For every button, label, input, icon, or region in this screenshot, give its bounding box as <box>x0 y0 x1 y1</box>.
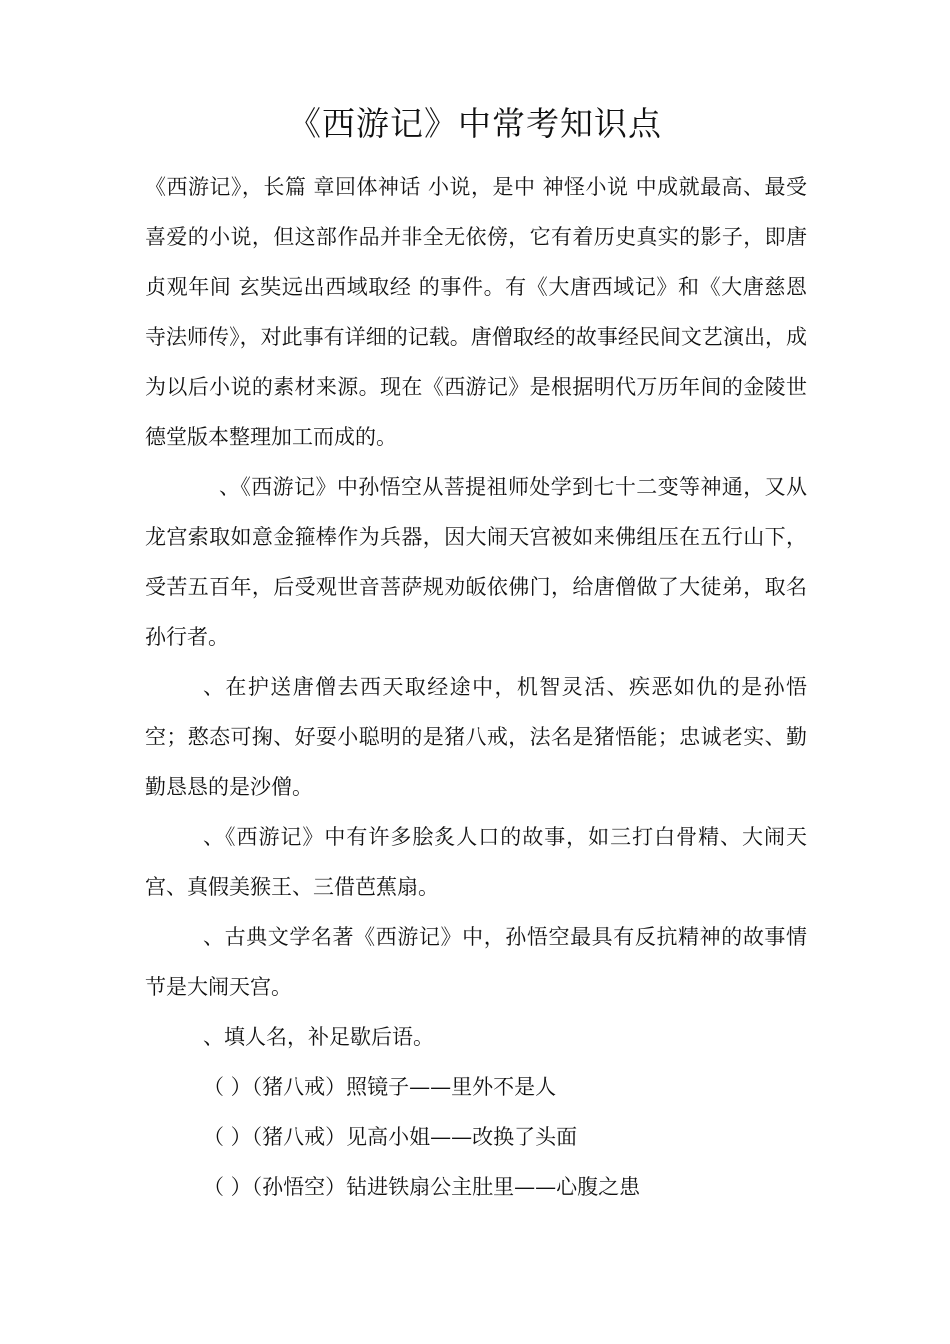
point-paragraph-3: 、《西游记》中有许多脍炙人口的故事，如三打白骨精、大闹天宫、真假美猴王、三借芭蕉扇。 <box>145 825 807 899</box>
point-paragraph-5: 、填人名，补足歇后语。 <box>203 1025 434 1049</box>
proverb-line-3: （ ）（孙悟空）钻进铁扇公主肚里——心腹之患 <box>203 1175 641 1199</box>
document-body <box>145 162 807 1212</box>
point-paragraph-1: 、《西游记》中孙悟空从菩提祖师处学到七十二变等神通，又从龙宫索取如意金箍棒作为兵器，因大闹天宫被如来佛组压在五行山下，受苦五百年，后受观世音菩萨规劝皈依佛门，给唐僧做了大徒弟，取名孙行者。 <box>145 475 807 649</box>
document-title: 《西游记》中常考知识点 <box>288 104 662 143</box>
proverb-line-2: （ ）（猪八戒）见高小姐——改换了头面 <box>203 1125 578 1149</box>
proverb-line-1: （ ）（猪八戒）照镜子——里外不是人 <box>203 1075 557 1099</box>
point-paragraph-2: 、在护送唐僧去西天取经途中，机智灵活、疾恶如仇的是孙悟空；憨态可掬、好耍小聪明的是猪八戒，法名是猪悟能；忠诚老实、勤勤恳恳的是沙僧。 <box>145 675 807 799</box>
point-paragraph-4: 、古典文学名著《西游记》中，孙悟空最具有反抗精神的故事情节是大闹天宫。 <box>145 925 807 999</box>
intro-paragraph: 《西游记》，长篇 章回体神话 小说，是中 神怪小说 中成就最高、最受喜爱的小说，但这部作品并非全无依傍，它有着历史真实的影子，即唐贞观年间 玄奘远出西域取经 的事件。有《大唐西域记》和《大唐慈恩寺法师传》，对此事有详细的记载。唐僧取经的故事经民间文艺演出，成为以后小说的素材来源。现在《西游记》是根据明代万历年间的金陵世德堂版本整理加工而成的。 <box>145 175 807 449</box>
